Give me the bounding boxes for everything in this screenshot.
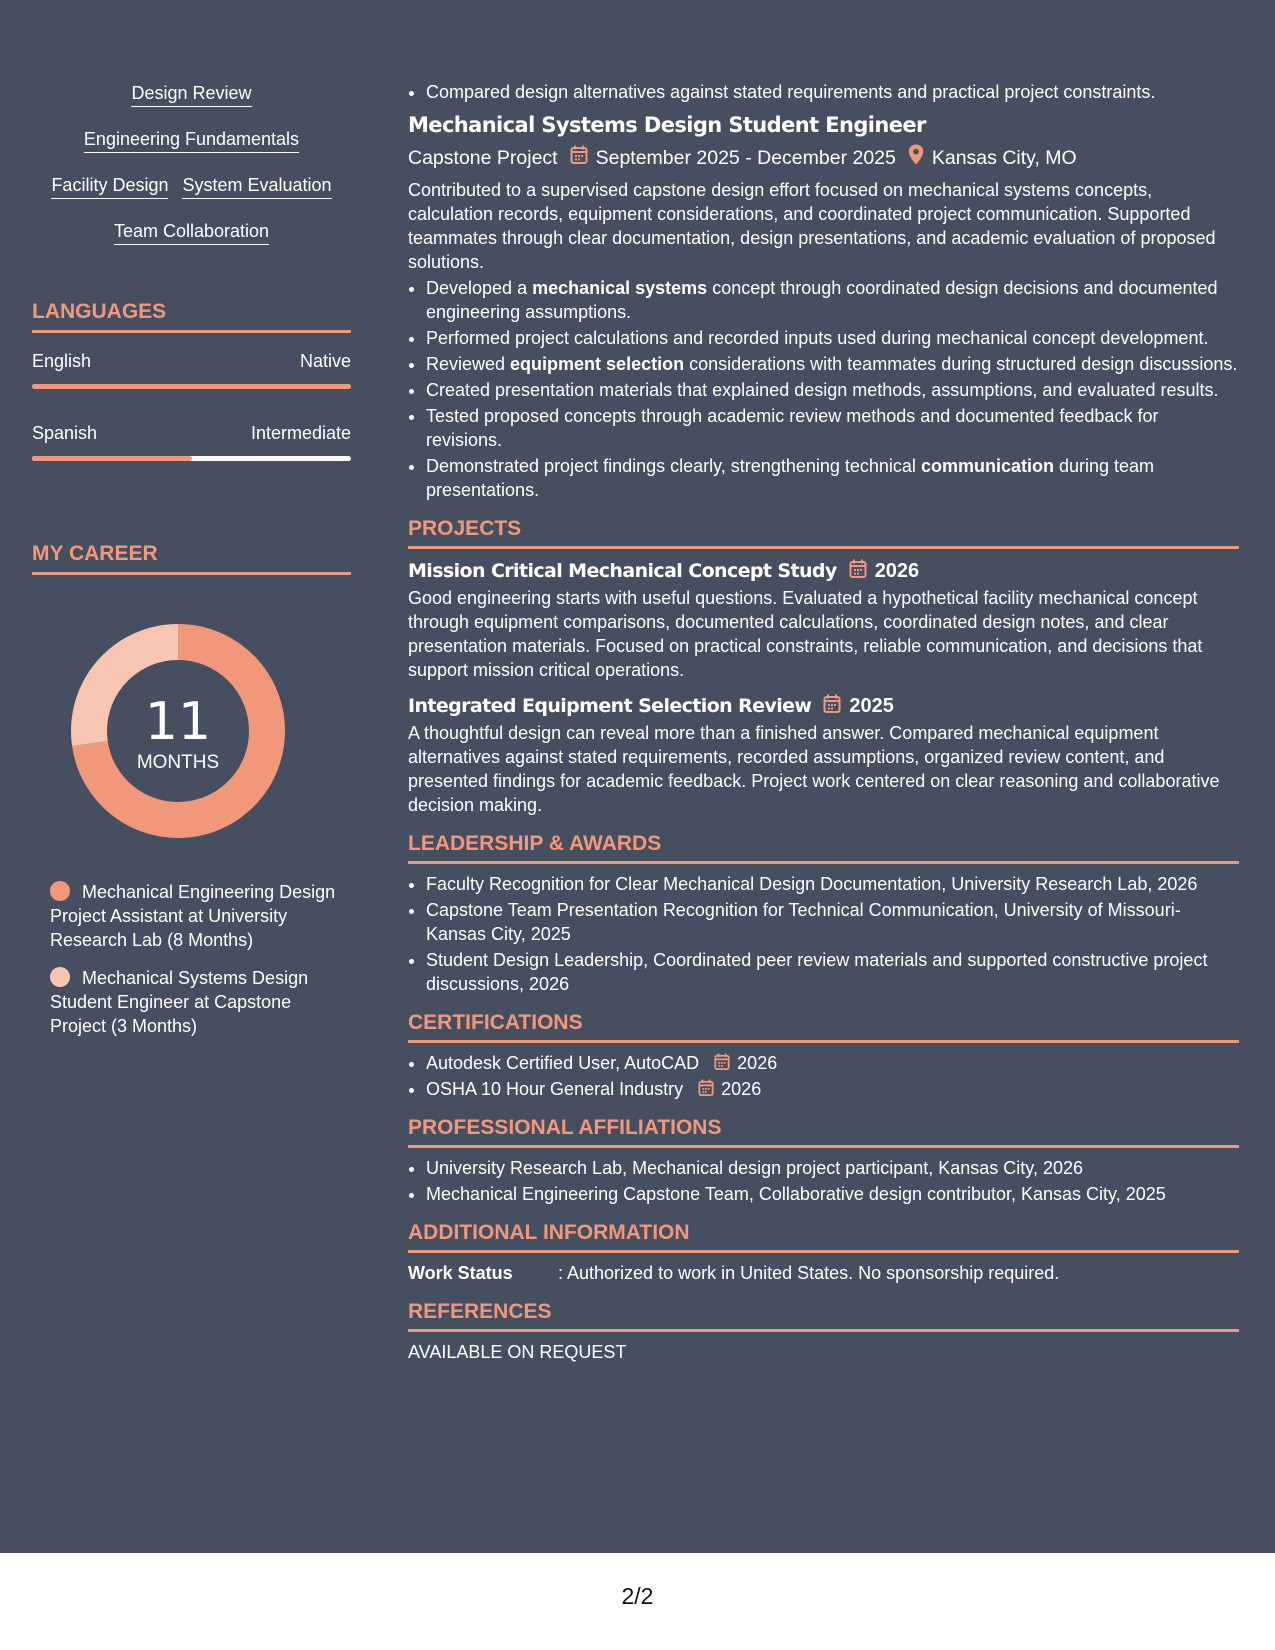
career-legend-item	[50, 966, 340, 1038]
page-number: 2/2	[621, 1583, 654, 1609]
career-heading: MY CAREER	[32, 542, 351, 575]
calendar-icon	[714, 1053, 730, 1071]
language-level: Native	[299, 351, 351, 371]
language-level: Intermediate	[250, 423, 351, 443]
skill-tag: Team Collaboration	[114, 220, 269, 245]
skills-list	[32, 82, 351, 245]
location-pin-icon	[908, 144, 924, 171]
career-legend	[50, 880, 340, 1052]
additional-info-heading: ADDITIONAL INFORMATION	[408, 1220, 1239, 1253]
language-item	[32, 351, 351, 389]
project-description: A thoughtful design can reveal more than a finished answer. Compared mechanical equipment alternatives against stated requirements, recorded assumptions, organized review content, and presented findings for academic feedback. Project work centered on clear reasoning and collaborative decision making.	[408, 723, 1220, 815]
career-legend-label: Mechanical Systems Design Student Engineer at Capstone Project (3 Months)	[50, 968, 309, 1036]
language-name: English	[32, 351, 92, 371]
bullet-item: • Demonstrated project findings clearly, strengthening technical communication during team presentations.	[426, 454, 1239, 502]
certifications-heading: CERTIFICATIONS	[408, 1010, 1239, 1043]
language-item	[32, 423, 351, 461]
leadership-heading: LEADERSHIP & AWARDS	[408, 831, 1239, 864]
languages-section	[32, 300, 351, 461]
certification-name: OSHA 10 Hour General Industry	[426, 1079, 684, 1099]
job-location: Kansas City, MO	[931, 146, 1077, 169]
award-item: • Faculty Recognition for Clear Mechanical Design Documentation, University Research Lab, 2026	[426, 872, 1239, 896]
bullet-item: • Performed project calculations and recorded inputs used during mechanical concept development.	[426, 326, 1239, 350]
certification-year: 2026	[721, 1079, 762, 1099]
certification-item	[426, 1077, 1239, 1101]
certifications-list	[408, 1051, 1239, 1101]
skill-tag: System Evaluation	[182, 174, 331, 199]
affiliation-item: • Mechanical Engineering Capstone Team, Collaborative design contributor, Kansas City, 2025	[426, 1182, 1239, 1206]
calendar-icon	[570, 145, 588, 171]
legend-dot	[50, 881, 70, 901]
job-meta	[408, 144, 1239, 171]
main-content	[408, 80, 1239, 1364]
project-title-row	[408, 694, 1239, 718]
language-bar	[32, 456, 351, 461]
affiliation-item: • University Research Lab, Mechanical design project participant, Kansas City, 2026	[426, 1156, 1239, 1180]
bullet-item: • Reviewed equipment selection considerations with teammates during structured design discussions.	[426, 352, 1239, 376]
projects-heading: PROJECTS	[408, 516, 1239, 549]
calendar-icon	[698, 1079, 714, 1097]
career-legend-item	[50, 880, 340, 952]
calendar-icon	[823, 694, 841, 718]
bullet-item: • Developed a mechanical systems concept through coordinated design decisions and documented engineering assumptions.	[426, 276, 1239, 324]
affiliations-heading: PROFESSIONAL AFFILIATIONS	[408, 1115, 1239, 1148]
skill-tag: Facility Design	[51, 174, 168, 199]
job-title: Mechanical Systems Design Student Engineer	[408, 113, 926, 137]
language-name: Spanish	[32, 423, 98, 443]
career-total-unit: MONTHS	[136, 752, 220, 773]
language-bar	[32, 384, 351, 389]
job-dates: September 2025 - December 2025	[595, 146, 896, 169]
award-item: • Capstone Team Presentation Recognition for Technical Communication, University of Missouri-Kansas City, 2025	[426, 898, 1239, 946]
bullet-item: • Created presentation materials that explained design methods, assumptions, and evaluated results.	[426, 378, 1239, 402]
references-text: AVAILABLE ON REQUEST	[408, 1342, 627, 1362]
references-heading: REFERENCES	[408, 1299, 1239, 1332]
page-footer	[0, 1553, 1275, 1650]
affiliations-list	[408, 1156, 1239, 1206]
work-status-row	[408, 1261, 1239, 1285]
career-donut-chart	[65, 618, 291, 844]
project-year: 2025	[849, 695, 894, 717]
certification-year: 2026	[737, 1053, 778, 1073]
work-status-label: Work Status	[408, 1263, 513, 1283]
skill-tag: Design Review	[131, 82, 251, 107]
certification-item	[426, 1051, 1239, 1075]
project-year: 2026	[874, 560, 920, 582]
bullet-item: • Compared design alternatives against stated requirements and practical project constraints.	[426, 80, 1239, 104]
job-bullets	[408, 276, 1239, 502]
award-item: • Student Design Leadership, Coordinated peer review materials and supported constructive project discussions, 2026	[426, 948, 1239, 996]
career-section	[32, 542, 351, 1036]
project-title-row	[408, 559, 1239, 583]
skill-tag: Engineering Fundamentals	[84, 128, 299, 153]
project-title: Integrated Equipment Selection Review	[408, 695, 812, 717]
project-title: Mission Critical Mechanical Concept Study	[408, 560, 837, 582]
language-bar-fill	[32, 456, 192, 461]
project-description: Good engineering starts with useful questions. Evaluated a hypothetical facility mechanical concept through equipment comparisons, documented calculations, coordinated design notes, and clear presentation materials. Focused on practical constraints, reliable communication, and decisions that support mission critical operations.	[408, 588, 1203, 680]
certification-name: Autodesk Certified User, AutoCAD	[426, 1053, 700, 1073]
leadership-list	[408, 872, 1239, 996]
job-summary: Contributed to a supervised capstone design effort focused on mechanical systems concepts, calculation records, equipment considerations, and coordinated project communication. Supported teammates through clear documentation, design presentations, and academic evaluation of proposed solutions.	[408, 180, 1216, 272]
company-name: Capstone Project	[408, 146, 558, 169]
language-bar-fill	[32, 384, 351, 389]
sidebar	[32, 82, 351, 1036]
career-legend-label: Mechanical Engineering Design Project Assistant at University Research Lab (8 Months)	[50, 882, 336, 950]
career-total-number: 11	[144, 692, 212, 752]
languages-heading: LANGUAGES	[32, 300, 351, 333]
bullet-item: • Tested proposed concepts through academic review methods and documented feedback for revisions.	[426, 404, 1239, 452]
legend-dot	[50, 967, 70, 987]
work-status-value: : Authorized to work in United States. No sponsorship required.	[558, 1263, 1060, 1283]
previous-job-bullets	[408, 80, 1239, 104]
calendar-icon	[849, 559, 867, 583]
